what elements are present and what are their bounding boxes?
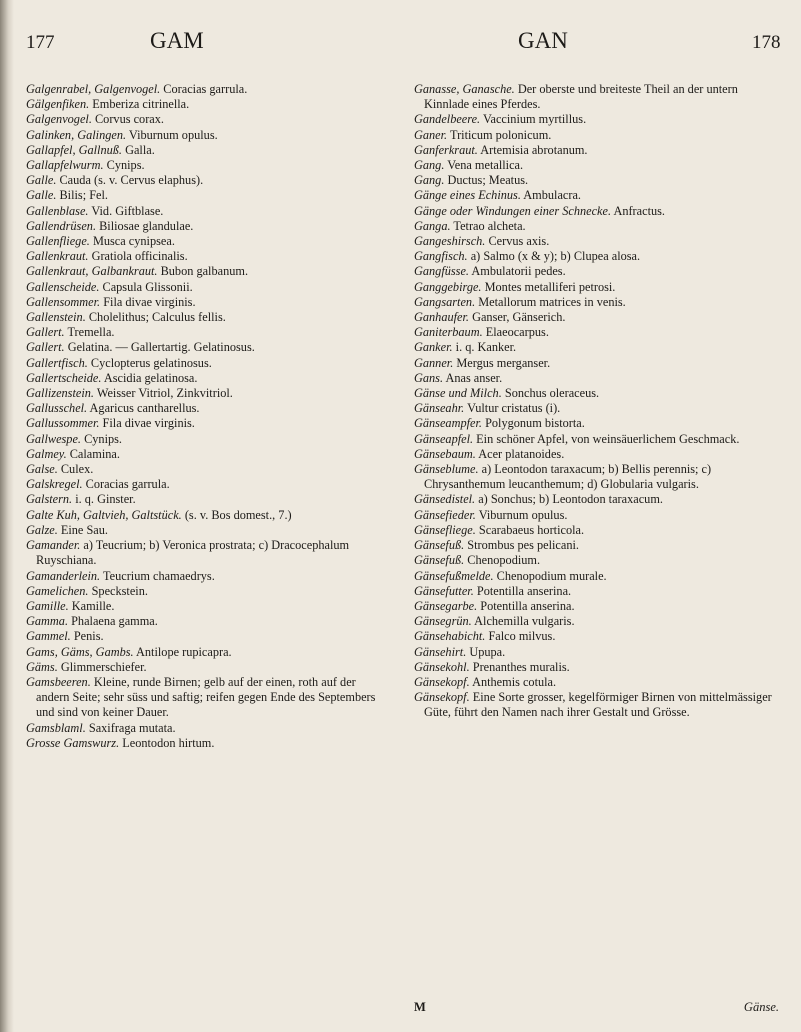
entry-headword: Gänseblume. [414,462,479,477]
entry-headword: Gallendrüsen. [26,218,97,233]
right-page-number: 178 [752,32,781,53]
entry-definition: i. q. Ginster. [75,492,136,507]
entry-definition: Saxifraga mutata. [88,720,176,735]
right-running-title: GAN [518,28,568,53]
dictionary-entry [414,112,779,127]
entry-definition: Glimmerschiefer. [60,659,147,674]
dictionary-entry [26,128,381,143]
entry-headword: Gänseahr. [414,401,465,416]
signature-mark: M [414,1000,426,1014]
dictionary-entry [26,356,381,371]
entry-definition: Culex. [60,462,94,477]
dictionary-entry [414,234,779,249]
dictionary-entry [26,386,381,401]
entry-definition: a) Sonchus; b) Leontodon taraxacum. [478,492,663,507]
dictionary-entry [26,629,381,644]
entry-definition: Der oberste und breiteste Theil an der untern Kinnlade eines Pferdes. [424,82,738,112]
entry-definition: Cholelithus; Calculus fellis. [88,310,226,325]
entry-definition: Vaccinium myrtillus. [483,112,587,127]
dictionary-entry [414,629,779,644]
entry-definition: Cervus axis. [488,234,550,249]
dictionary-entry [414,416,779,431]
entry-definition: a) Salmo (x & y); b) Clupea alosa. [470,249,641,264]
entry-headword: Galmey. [26,446,67,461]
dictionary-entry [26,569,381,584]
entry-headword: Gamsbeeren. [26,674,91,689]
entry-headword: Galse. [26,462,58,477]
entry-definition: a) Teucrium; b) Veronica prostrata; c) Dracocephalum Ruyschiana. [36,538,350,568]
entry-headword: Ganiterbaum. [414,325,483,340]
entry-headword: Gänsefutter. [414,583,474,598]
entry-definition: (s. v. Bos domest., 7.) [184,507,292,522]
entry-headword: Gallert. [26,325,65,340]
entry-headword: Gallenblase. [26,203,89,218]
dictionary-entry [26,112,381,127]
entry-definition: Viburnum opulus. [128,127,218,142]
entry-definition: Teucrium chamaedrys. [102,568,215,583]
entry-definition: Prenanthes muralis. [472,659,570,674]
dictionary-entry [26,234,381,249]
entry-headword: Ganner. [414,355,454,370]
entry-definition: Gratiola officinalis. [91,249,188,264]
entry-headword: Galskregel. [26,477,83,492]
entry-headword: Galte Kuh, Galtvieh, Galtstück. [26,507,182,522]
entry-definition: Ductus; Meatus. [447,173,529,188]
entry-headword: Gänsefliege. [414,522,476,537]
entry-definition: Viburnum opulus. [478,507,568,522]
entry-definition: Coracias garrula. [85,477,170,492]
entry-headword: Gang. [414,158,445,173]
entry-definition: Ascidia gelatinosa. [103,370,198,385]
entry-headword: Gänsegarbe. [414,598,478,613]
entry-headword: Gänsedistel. [414,492,476,507]
entry-definition: Bubon galbanum. [160,264,249,279]
entry-headword: Gänsehabicht. [414,629,486,644]
entry-headword: Ganga. [414,218,451,233]
dictionary-entry [414,432,779,447]
entry-headword: Gänge eines Echinus. [414,188,521,203]
entry-headword: Gangsarten. [414,294,476,309]
entry-headword: Gams, Gäms, Gambs. [26,644,134,659]
entry-headword: Gänsefußmelde. [414,568,494,583]
left-running-title: GAM [150,28,204,53]
dictionary-entry [26,280,381,295]
entry-definition: Scarabaeus horticola. [478,522,585,537]
entry-definition: Musca cynipsea. [92,234,175,249]
entry-definition: Capsula Glissonii. [102,279,193,294]
entry-definition: Chenopodium murale. [496,568,607,583]
dictionary-entry [414,340,779,355]
dictionary-entry [26,340,381,355]
left-page-number: 177 [26,32,55,53]
entry-definition: a) Leontodon taraxacum; b) Bellis perennis; c) Chrysanthemum leucanthemum; d) Globularia vulgaris. [424,462,712,492]
entry-definition: Tetrao alcheta. [453,218,526,233]
entry-headword: Gangfisch. [414,249,468,264]
entry-headword: Galze. [26,522,58,537]
entry-definition: Acer platanoides. [478,446,565,461]
dictionary-entry [26,173,381,188]
entry-headword: Gangfüsse. [414,264,469,279]
entry-definition: Kamille. [71,598,115,613]
dictionary-entry [26,492,381,507]
entry-definition: Ambulacra. [523,188,581,203]
entry-definition: Ganser, Gänserich. [472,310,566,325]
dictionary-entry [414,660,779,675]
entry-headword: Gälgenfiken. [26,97,90,112]
left-column [26,82,381,751]
entry-headword: Galstern. [26,492,73,507]
dictionary-entry [26,219,381,234]
entry-headword: Ganker. [414,340,453,355]
entry-definition: Artemisia abrotanum. [480,142,588,157]
entry-headword: Gänseapfel. [414,431,474,446]
dictionary-entry [26,584,381,599]
dictionary-entry [26,523,381,538]
entry-definition: Penis. [73,629,104,644]
dictionary-entry [26,538,381,568]
dictionary-entry [26,599,381,614]
entry-definition: Ambulatorii pedes. [471,264,566,279]
entry-headword: Gänsekohl. [414,659,470,674]
dictionary-entry [414,219,779,234]
entry-headword: Gallussommer. [26,416,100,431]
dictionary-entry [414,584,779,599]
dictionary-entry [26,416,381,431]
dictionary-entry [26,264,381,279]
dictionary-entry [414,158,779,173]
entry-headword: Gänge oder Windungen einer Schnecke. [414,203,612,218]
entry-definition: Cauda (s. v. Cervus elaphus). [59,173,204,188]
dictionary-entry [26,97,381,112]
entry-headword: Galgenvogel. [26,112,92,127]
entry-headword: Gammel. [26,629,71,644]
entry-headword: Gänsebaum. [414,446,476,461]
dictionary-entry [414,553,779,568]
entry-definition: Cynips. [84,431,123,446]
entry-definition: Tremella. [67,325,115,340]
dictionary-entry [26,660,381,675]
dictionary-entry [26,462,381,477]
entry-definition: Mergus merganser. [456,355,551,370]
dictionary-entry [414,295,779,310]
entry-headword: Gänsefuß. [414,553,465,568]
entry-definition: Metallorum matrices in venis. [478,294,626,309]
dictionary-entry [414,401,779,416]
entry-headword: Grosse Gamswurz. [26,735,120,750]
dictionary-entry [26,721,381,736]
dictionary-entry [414,325,779,340]
dictionary-entry [26,310,381,325]
dictionary-entry [414,188,779,203]
entry-definition: i. q. Kanker. [455,340,517,355]
entry-definition: Montes metalliferi petrosi. [484,279,616,294]
entry-headword: Gallert. [26,340,65,355]
entry-headword: Gang. [414,173,445,188]
entry-headword: Ganhaufer. [414,310,469,325]
dictionary-entry [26,675,381,721]
entry-headword: Gamille. [26,598,69,613]
catchword: Gänse. [743,1000,779,1014]
entry-definition: Strombus pes pelicani. [467,538,579,553]
entry-headword: Gallertfisch. [26,355,88,370]
dictionary-entry [26,143,381,158]
dictionary-entry [26,614,381,629]
entry-headword: Gallenkraut. [26,249,89,264]
entry-headword: Galinken, Galingen. [26,127,127,142]
dictionary-entry [26,432,381,447]
entry-definition: Anfractus. [613,203,665,218]
entry-headword: Gamma. [26,614,69,629]
dictionary-entry [26,401,381,416]
entry-definition: Calamina. [69,446,120,461]
dictionary-entry [414,508,779,523]
entry-definition: Eine Sorte grosser, kegelförmiger Birnen von mittelmässiger Güte, führt den Namen nach ihrer Gestalt und Grösse. [424,690,772,720]
entry-definition: Emberiza citrinella. [92,97,190,112]
entry-definition: Agaricus cantharellus. [89,401,200,416]
entry-definition: Triticum polonicum. [450,127,552,142]
entry-definition: Ein schöner Apfel, von weinsäuerlichem Geschmack. [476,431,740,446]
dictionary-entry [414,356,779,371]
entry-definition: Vena metallica. [447,158,524,173]
dictionary-entry [414,447,779,462]
dictionary-entry [414,675,779,690]
entry-definition: Galla. [125,142,155,157]
entry-definition: Cynips. [106,158,145,173]
entry-headword: Ganer. [414,127,448,142]
entry-definition: Elaeocarpus. [485,325,549,340]
dictionary-entry [414,645,779,660]
dictionary-entry [414,204,779,219]
entry-headword: Ganggebirge. [414,279,482,294]
entry-definition: Vid. Giftblase. [91,203,164,218]
entry-headword: Gamanderlein. [26,568,101,583]
entry-headword: Gallizenstein. [26,386,94,401]
page-header [0,28,801,68]
dictionary-entry [26,325,381,340]
entry-headword: Ganferkraut. [414,142,478,157]
entry-headword: Gänsehirt. [414,644,467,659]
dictionary-entry [26,371,381,386]
entry-definition: Polygonum bistorta. [485,416,585,431]
dictionary-entry [414,690,779,720]
entry-definition: Kleine, runde Birnen; gelb auf der einen, roth auf der andern Seite; sehr süss und saftig; reifen gegen Ende des Septembers und sind von keiner Dauer. [36,674,376,720]
dictionary-entry [414,538,779,553]
entry-headword: Gänsekopf. [414,674,470,689]
entry-headword: Gallapfel, Gallnuß. [26,142,122,157]
dictionary-entry [414,249,779,264]
dictionary-entry [26,736,381,751]
entry-definition: Upupa. [469,644,506,659]
dictionary-entry [26,477,381,492]
entry-headword: Gänsefuß. [414,538,465,553]
entry-definition: Fila divae virginis. [103,294,196,309]
entry-headword: Gallenstein. [26,310,86,325]
dictionary-entry [414,492,779,507]
entry-definition: Leontodon hirtum. [122,735,215,750]
dictionary-entry [414,128,779,143]
entry-headword: Gandelbeere. [414,112,481,127]
entry-headword: Gallusschel. [26,401,88,416]
entry-headword: Gallertscheide. [26,370,102,385]
entry-definition: Speckstein. [91,583,148,598]
dictionary-entry [414,143,779,158]
entry-definition: Anthemis cotula. [472,674,557,689]
dictionary-entry [26,204,381,219]
entry-definition: Alchemilla vulgaris. [474,614,575,629]
right-column [414,82,779,721]
dictionary-entry [26,295,381,310]
dictionary-entry [414,371,779,386]
dictionary-entry [414,569,779,584]
entry-definition: Bilis; Fel. [59,188,108,203]
entry-headword: Galle. [26,188,57,203]
entry-definition: Weisser Vitriol, Zinkvitriol. [96,386,233,401]
entry-definition: Potentilla anserina. [480,598,575,613]
entry-headword: Gallapfelwurm. [26,158,104,173]
entry-headword: Gänse und Milch. [414,386,502,401]
dictionary-entry [414,523,779,538]
entry-definition: Coracias garrula. [163,82,248,96]
dictionary-entry [26,447,381,462]
dictionary-entry [26,158,381,173]
dictionary-entry [26,82,381,97]
dictionary-entry [414,386,779,401]
entry-definition: Cyclopterus gelatinosus. [90,355,212,370]
entry-definition: Eine Sau. [60,522,108,537]
entry-headword: Gänsefieder. [414,507,476,522]
entry-headword: Ganasse, Ganasche. [414,82,515,96]
dictionary-entry [414,310,779,325]
dictionary-entry [414,173,779,188]
entry-definition: Potentilla anserina. [476,583,572,598]
entry-headword: Gänseampfer. [414,416,482,431]
dictionary-entry [414,462,779,492]
entry-headword: Gallwespe. [26,431,81,446]
entry-definition: Fila divae virginis. [102,416,195,431]
entry-headword: Galle. [26,173,57,188]
entry-definition: Chenopodium. [467,553,541,568]
entry-headword: Gallensommer. [26,294,101,309]
entry-definition: Biliosae glandulae. [99,218,194,233]
entry-headword: Gangeshirsch. [414,234,486,249]
entry-definition: Antilope rupicapra. [136,644,232,659]
entry-definition: Gelatina. — Gallertartig. Gelatinosus. [67,340,255,355]
entry-headword: Gallenfliege. [26,234,90,249]
dictionary-entry [414,280,779,295]
entry-headword: Galgenrabel, Galgenvogel. [26,82,161,96]
dictionary-entry [414,614,779,629]
entry-headword: Gamander. [26,538,81,553]
dictionary-entry [26,508,381,523]
dictionary-entry [414,599,779,614]
dictionary-entry [414,82,779,112]
entry-definition: Anas anser. [445,370,503,385]
entry-definition: Phalaena gamma. [71,614,158,629]
entry-definition: Sonchus oleraceus. [504,386,600,401]
dictionary-entry [26,645,381,660]
entry-headword: Gänsegrün. [414,614,472,629]
book-binding-edge [0,0,14,1032]
entry-definition: Falco milvus. [488,629,556,644]
entry-headword: Gänsekopf. [414,690,470,705]
entry-headword: Gans. [414,370,444,385]
dictionary-entry [26,249,381,264]
entry-headword: Gallenkraut, Galbankraut. [26,264,158,279]
entry-definition: Corvus corax. [94,112,164,127]
entry-definition: Vultur cristatus (i). [467,401,561,416]
dictionary-entry [414,264,779,279]
entry-headword: Gamsblaml. [26,720,86,735]
entry-headword: Gallenscheide. [26,279,100,294]
dictionary-entry [26,188,381,203]
entry-headword: Gäms. [26,659,58,674]
entry-headword: Gamelichen. [26,583,89,598]
